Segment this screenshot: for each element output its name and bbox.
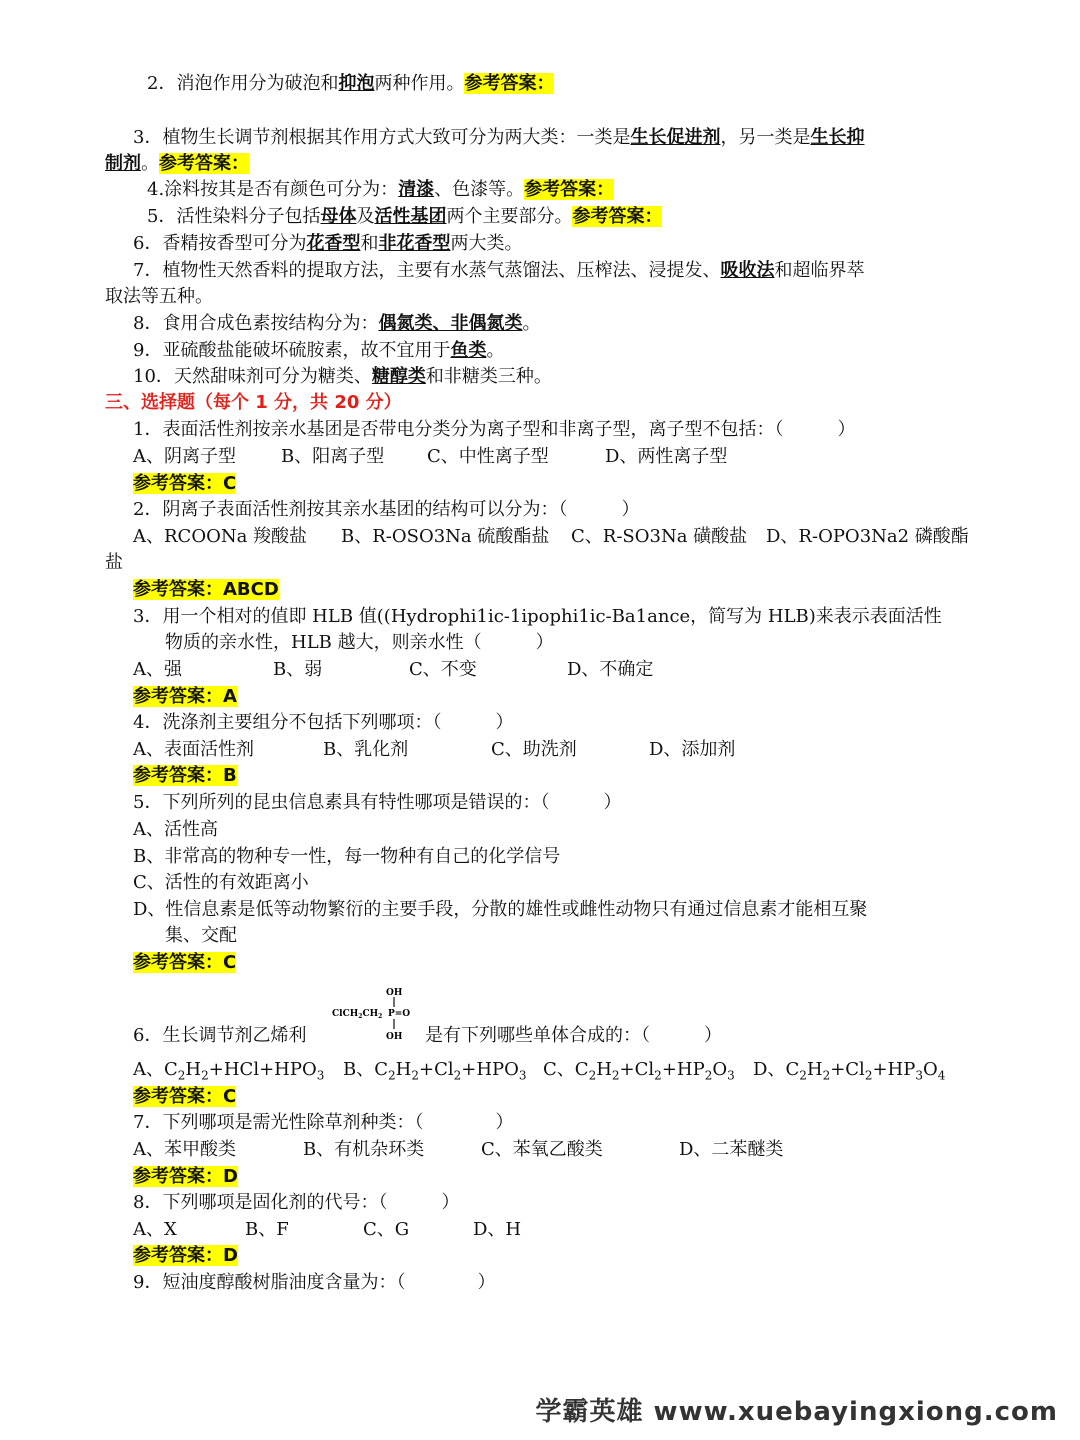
choice-q3-options: A、强 B、弱 C、不变 D、不确定 — [133, 659, 654, 680]
answer-label: 参考答案： — [159, 153, 249, 174]
choice-q2-cont: 盐 — [105, 552, 123, 573]
struct-oh-top: OH — [386, 988, 403, 998]
choice-q4: 4．洗涤剂主要组分不包括下列哪项：（ ） — [133, 712, 514, 733]
choice-q7-answer: 参考答案：D — [133, 1166, 238, 1187]
choice-q5-opt-d-cont: 集、交配 — [165, 925, 237, 946]
ethephon-structure — [330, 985, 425, 1045]
choice-q6-answer: 参考答案：C — [133, 1086, 237, 1107]
section-title: 三、选择题（每个 1 分，共 20 分） — [105, 392, 402, 413]
fill-q5: 5．活性染料分子包括母体及活性基团两个主要部分。参考答案： — [147, 206, 663, 227]
choice-q2-answer: 参考答案：ABCD — [133, 579, 279, 600]
choice-q7: 7．下列哪项是需光性除草剂种类：（ ） — [133, 1112, 514, 1133]
struct-p: P=O — [388, 1009, 411, 1019]
fill-q3: 3．植物生长调节剂根据其作用方式大致可分为两大类：一类是生长促进剂，另一类是生长抑 — [133, 127, 865, 148]
choice-q5-opt-b: B、非常高的物种专一性，每一物种有自己的化学信号 — [133, 846, 561, 867]
answer-label: 参考答案： — [572, 206, 663, 227]
choice-q4-options: A、表面活性剂 B、乳化剂 C、助洗剂 D、添加剂 — [133, 739, 736, 760]
choice-q7-options: A、苯甲酸类 B、有机杂环类 C、苯氧乙酸类 D、二苯醚类 — [133, 1139, 784, 1160]
choice-q8: 8．下列哪项是固化剂的代号：（ ） — [133, 1192, 460, 1213]
fill-q2: 2．消泡作用分为破泡和抑泡两种作用。参考答案： — [147, 73, 555, 94]
choice-q9: 9．短油度醇酸树脂油度含量为：（ ） — [133, 1272, 496, 1293]
answer-label: 参考答案： — [464, 73, 555, 94]
struct-chain: $ClCH_2CH_2$ — [332, 1009, 383, 1020]
fill-q7-cont: 取法等五种。 — [105, 286, 213, 307]
choice-q5: 5．下列所列的昆虫信息素具有特性哪项是错误的：（ ） — [133, 792, 622, 813]
choice-q5-opt-c: C、活性的有效距离小 — [133, 872, 309, 893]
struct-oh-bottom: OH — [386, 1032, 403, 1042]
choice-q8-answer: 参考答案：D — [133, 1245, 238, 1266]
choice-q1-answer: 参考答案：C — [133, 473, 237, 494]
choice-q5-opt-d: D、性信息素是低等动物繁衍的主要手段，分散的雄性或雌性动物只有通过信息素才能相互聚 — [133, 899, 868, 920]
fill-q9: 9．亚硫酸盐能破坏硫胺素，故不宜用于鱼类。 — [133, 340, 505, 361]
choice-q3: 3．用一个相对的值即 HLB 值((Hydrophi1ic-1ipophi1ic-Ba1ance，简写为 HLB)来表示表面活性 — [133, 606, 942, 627]
fill-q7: 7．植物性天然香料的提取方法，主要有水蒸气蒸馏法、压榨法、浸提发、吸收法和超临界萃 — [133, 260, 865, 281]
watermark: 学霸英雄 www.xuebayingxiong.com — [535, 1397, 1058, 1427]
fill-q3-cont: 制剂。参考答案： — [105, 153, 249, 174]
choice-q4-answer: 参考答案：B — [133, 765, 237, 786]
choice-q1: 1．表面活性剂按亲水基团是否带电分类分为离子型和非离子型，离子型不包括：（ ） — [133, 419, 856, 440]
fill-q8: 8．食用合成色素按结构分为：偶氮类、非偶氮类。 — [133, 313, 541, 334]
choice-q3-answer: 参考答案：A — [133, 686, 237, 707]
choice-q3-cont: 物质的亲水性，HLB 越大，则亲水性（ ） — [165, 632, 554, 653]
choice-q5-answer: 参考答案：C — [133, 952, 237, 973]
fill-q4: 4.涂料按其是否有颜色可分为：清漆、色漆等。参考答案： — [147, 179, 615, 200]
choice-q5-opt-a: A、活性高 — [133, 819, 218, 840]
fill-q10: 10．天然甜味剂可分为糖类、糖醇类和非糖类三种。 — [133, 366, 552, 387]
choice-q6-a: 6．生长调节剂乙烯利 — [133, 1025, 307, 1046]
choice-q1-options: A、阴离子型 B、阳离子型 C、中性离子型 D、两性离子型 — [133, 446, 728, 467]
choice-q2-options: A、RCOONa 羧酸盐 B、R-OSO3Na 硫酸酯盐 C、R-SO3Na 磺酸盐 D、R-OPO3Na2 磷酸酯 — [133, 526, 969, 547]
choice-q6-b: 是有下列哪些单体合成的：（ ） — [425, 1025, 722, 1046]
fill-q6: 6．香精按香型可分为花香型和非花香型两大类。 — [133, 233, 523, 254]
answer-label: 参考答案： — [524, 179, 615, 200]
choice-q8-options: A、X B、F C、G D、H — [133, 1219, 522, 1240]
choice-q2: 2．阴离子表面活性剂按其亲水基团的结构可以分为：（ ） — [133, 499, 640, 520]
choice-q6-options: A、$C_2H_2+HCl+HPO_3$ B、$C_2H_2+Cl_2+HPO_3$ C、$C_2H_2+Cl_2+HP_2O_3$ D、$C_2H_2+Cl_2+HP_3O_4$ — [133, 1059, 946, 1083]
